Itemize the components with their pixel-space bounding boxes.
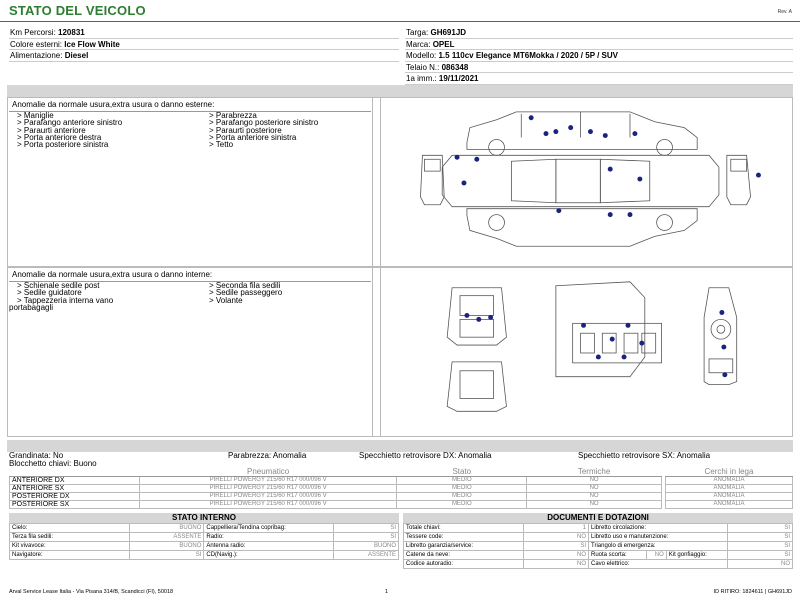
revision-label: Rev. A (777, 9, 792, 15)
documents-table (403, 523, 793, 569)
external-car-diagram (380, 98, 792, 266)
table-row: ANOMALIA (666, 485, 793, 493)
table-row: Tessere code: NO Libretto uso e manutenzione: SI (404, 533, 793, 542)
documents-title: DOCUMENTI E DOTAZIONI (403, 513, 793, 523)
list-item: > Tetto (209, 140, 234, 150)
table-row: ANOMALIA (666, 477, 793, 485)
internal-damage-panel (7, 267, 793, 437)
external-damage-text (8, 98, 373, 266)
col-header: Stato (397, 467, 527, 477)
info-brand: Marca: OPEL (405, 39, 793, 51)
status-key-block: Blocchetto chiavi: Buono (9, 459, 97, 468)
info-model: Modello: 1.5 110cv Elegance MT6Mokka / 2020 / 5P / SUV (405, 50, 793, 62)
list-item: > Parafango posteriore sinistro (209, 118, 319, 128)
list-item: > Parabrezza (209, 111, 257, 120)
vehicle-info-right (405, 27, 793, 85)
info-registration: 1a imm.: 19/11/2021 (405, 73, 793, 85)
col-header (10, 467, 140, 477)
table-header-row (10, 467, 662, 477)
section-divider (7, 85, 793, 97)
table-row: Navigatore: SI CD(Navig.): ASSENTE (10, 551, 399, 560)
footer-id: ID RITIRO: 1824611 | GH691JD (713, 589, 792, 595)
status-hail: Grandinata: No (9, 451, 64, 460)
rim-table (665, 467, 793, 509)
page-title: STATO DEL VEICOLO (9, 3, 146, 18)
col-header: Cerchi in lega (666, 467, 793, 477)
table-row: Terza fila sedili: ASSENTE Radio: SI (10, 533, 399, 542)
car-interior-outline (381, 268, 792, 436)
footer-company: Arval Service Lease Italia - Via Pisana 314/B, Scandicci (FI), 50018 (9, 589, 174, 595)
table-row: ANTERIORE SX PIRELLI POWERGY 215/60 R17 000/096 V MEDIO NO (10, 485, 662, 493)
info-chassis: Telaio N.: 086348 (405, 62, 793, 74)
status-mirror-dx: Specchietto retrovisore DX: Anomalia (359, 451, 492, 460)
interior-state-title: STATO INTERNO (9, 513, 399, 523)
table-row: Totale chiavi: 1 Libretto circolazione: SI (404, 524, 793, 533)
info-km: Km Percorsi: 120831 (9, 27, 399, 39)
info-color: Colore esterni: Ice Flow White (9, 39, 399, 51)
list-item: > Parafango anteriore sinistro (17, 118, 123, 128)
table-row: Codice autoradio: NO Cavo elettrico: NO (404, 560, 793, 569)
table-row: ANOMALIA (666, 501, 793, 509)
table-row: ANOMALIA (666, 493, 793, 501)
footer-page-number: 1 (385, 589, 389, 595)
table-row: Catene da neve: NO Ruota scorta: NO Kit gonfiaggio: SI (404, 551, 793, 560)
table-row: POSTERIORE DX PIRELLI POWERGY 215/60 R17 000/096 V MEDIO NO (10, 493, 662, 501)
damage-markers (464, 310, 727, 377)
list-item: > Seconda fila sedili (209, 281, 281, 290)
list-item: portabagagli (9, 302, 54, 312)
list-item: > Sedile passeggero (209, 288, 283, 298)
external-damage-panel (7, 97, 793, 267)
list-item: > Paraurti anteriore (17, 125, 86, 135)
status-windshield: Parabrezza: Anomalia (228, 451, 307, 460)
interior-state-table (9, 523, 399, 560)
info-plate: Targa: GH691JD (405, 27, 793, 39)
col-header: Termiche (527, 467, 662, 477)
table-row: ANTERIORE DX PIRELLI POWERGY 215/60 R17 000/096 V MEDIO NO (10, 477, 662, 485)
list-item: > Porta anteriore destra (17, 132, 102, 142)
tire-table (9, 467, 662, 509)
list-item: > Porta anteriore sinistra (209, 132, 297, 142)
list-item: > Sedile guidatore (17, 288, 82, 298)
info-fuel: Alimentazione: Diesel (9, 50, 399, 62)
col-header: Pneumatico (139, 467, 397, 477)
vehicle-info-left (9, 27, 399, 62)
internal-damage-title: Anomalie da normale usura,extra usura o danno interne: (9, 268, 371, 282)
damage-markers (455, 115, 761, 217)
status-mirror-sx: Specchietto retrovisore SX: Anomalia (578, 451, 711, 460)
list-item: > Schienale sedile post (17, 281, 100, 290)
title-rule (0, 21, 800, 22)
list-item: > Tappezzeria interna vano (17, 295, 114, 305)
table-row: Kit vivavoce: BUONO Antenna radio: BUONO (10, 542, 399, 551)
list-item: > Volante (209, 295, 243, 305)
list-item: > Paraurti posteriore (209, 125, 282, 135)
table-row: POSTERIORE SX PIRELLI POWERGY 215/60 R17 000/096 V MEDIO NO (10, 501, 662, 509)
list-item: > Maniglie (17, 111, 54, 120)
car-exterior-outline (381, 98, 792, 266)
list-item: > Porta posteriore sinistra (17, 140, 109, 150)
table-row: Cielo: BUONO Cappelliera/Tendina copribag: SI (10, 524, 399, 533)
external-damage-title: Anomalie da normale usura,extra usura o danno esterne: (9, 98, 371, 112)
table-row: Libretto garanzia/service: SI Triangolo di emergenza: SI (404, 542, 793, 551)
internal-damage-text (8, 268, 373, 436)
internal-car-diagram (380, 268, 792, 436)
